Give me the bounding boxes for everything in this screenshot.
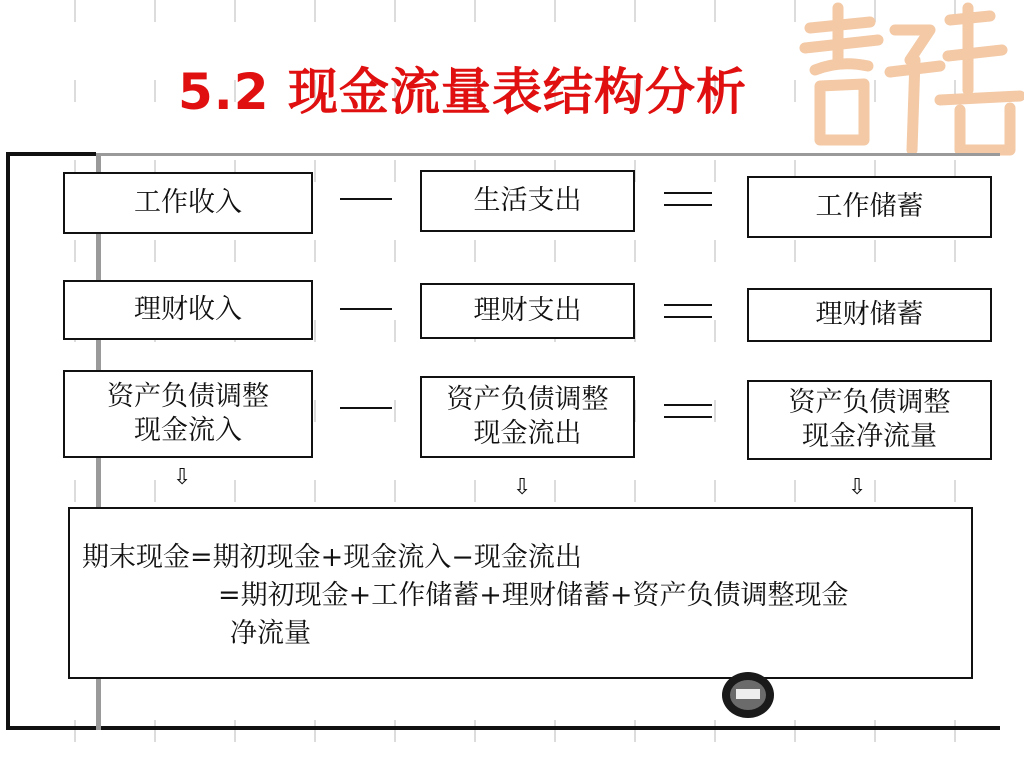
frame-top-edge (6, 152, 96, 156)
down-arrow-icon: ⇩ (848, 475, 867, 500)
box-adjustment-inflow (63, 370, 313, 458)
box-investment-savings (747, 288, 992, 342)
box-work-income-label: 工作收入 (134, 187, 242, 218)
box-investment-savings-label: 理财储蓄 (815, 299, 924, 330)
frame-bottom-edge (6, 726, 1000, 730)
formula-line-3: 净流量 (230, 618, 311, 649)
down-arrow-icon: ⇩ (513, 475, 532, 500)
frame-left-edge (6, 152, 10, 730)
minus-sign (340, 308, 392, 310)
equals-sign (664, 192, 712, 206)
box-work-savings (747, 176, 992, 238)
box-adjustment-outflow-line1: 资产负债调整 (446, 384, 609, 415)
minus-sign (340, 407, 392, 409)
box-investment-income-label: 理财收入 (134, 294, 242, 325)
down-arrow-icon: ⇩ (173, 465, 192, 490)
equals-sign (664, 304, 712, 318)
box-work-savings-label: 工作储蓄 (815, 191, 924, 222)
box-adjustment-inflow-line2: 现金流入 (134, 415, 242, 446)
box-investment-income (63, 280, 313, 340)
calligraphy-seal-decoration (790, 0, 1024, 160)
slide-title: 5.2 现金流量表结构分析 (178, 63, 747, 121)
formula-line-2: =期初现金+工作储蓄+理财储蓄+资产负债调整现金 (218, 580, 849, 611)
box-adjustment-outflow-line2: 现金流出 (473, 418, 582, 449)
box-adjustment-net (747, 380, 992, 460)
box-adjustment-net-line1: 资产负债调整 (788, 387, 951, 418)
minus-sign (340, 198, 392, 200)
formula-box (68, 507, 973, 679)
box-living-expense (420, 170, 635, 232)
equals-sign (664, 404, 712, 418)
box-adjustment-inflow-line1: 资产负债调整 (107, 381, 269, 412)
box-work-income (63, 172, 313, 234)
formula-line-1: 期末现金=期初现金+现金流入−现金流出 (82, 542, 582, 573)
box-living-expense-label: 生活支出 (473, 185, 582, 216)
box-investment-expense-label: 理财支出 (473, 295, 582, 326)
organization-logo (720, 670, 776, 720)
frame-top-edge-light (96, 153, 1000, 156)
box-adjustment-net-line2: 现金净流量 (802, 421, 937, 452)
box-investment-expense (420, 283, 635, 339)
box-adjustment-outflow (420, 376, 635, 458)
